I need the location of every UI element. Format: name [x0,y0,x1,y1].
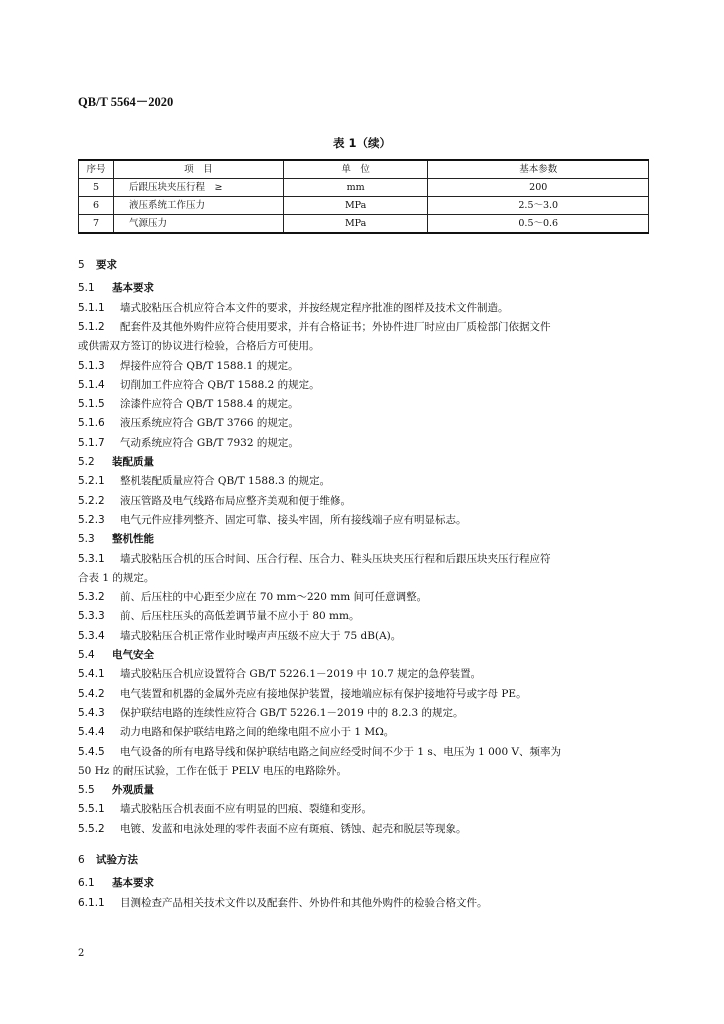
table-cell: 后跟压块夹压行程 ≥ [113,179,283,197]
clause-text: 配套件及其他外购件应符合使用要求，并有合格证书；外协件进厂时应由厂质检部门依据文件 [120,320,551,333]
clause-text: 前、后压柱的中心距至少应在 70 mm～220 mm 间可任意调整。 [120,591,428,604]
section-heading [78,853,138,867]
clause-number: 6 [78,854,85,866]
column-header: 基本参数 [428,160,649,179]
subsection-heading [78,532,154,546]
clause-number: 5.4.3 [78,706,105,719]
clause-number: 5.5.2 [78,822,105,835]
clause-number: 5.1.1 [78,301,105,314]
standard-id: QB/T 5564－2020 [78,95,174,109]
column-header: 单 位 [283,160,428,179]
parameters-table [78,159,649,234]
clause [78,802,372,816]
clause [78,552,551,566]
clause [78,687,527,701]
subsection-heading [78,648,154,662]
clause-number: 5.1.6 [78,417,105,430]
clause-text: 焊接件应符合 QB/T 1588.1 的规定。 [120,359,299,372]
clause-text: 液压管路及电气线路布局应整齐美观和便于维修。 [120,494,351,507]
clause [78,745,561,759]
table-cell: mm [283,179,428,197]
clause [78,513,467,527]
clause-text: 合表 1 的规定。 [78,571,155,584]
clause [78,494,351,508]
clause [78,359,299,373]
clause-number: 5.4.4 [78,726,105,739]
clause-number: 5.4.2 [78,687,105,700]
clause-number: 5.1 [78,282,95,295]
table-caption: 表 1（续） [332,136,391,150]
clause-text: 涂漆件应符合 QB/T 1588.4 的规定。 [120,398,299,411]
table-cell: 0.5～0.6 [428,215,649,234]
clause-text: 墙式胶粘压合机应设置符合 GB/T 5226.1－2019 中 10.7 规定的急停装置。 [120,668,482,681]
clause-text: 墙式胶粘压合机正常作业时噪声声压级不应大于 75 dB(A)。 [120,629,402,642]
clause-continuation [78,339,320,353]
clause [78,474,330,488]
column-header: 项 目 [113,160,283,179]
clause [78,667,481,681]
clause-text: 电镀、发蓝和电泳处理的零件表面不应有斑痕、锈蚀、起壳和脱层等现象。 [120,822,467,835]
table-cell: 气源压力 [113,215,283,234]
clause-text: 或供需双方签订的协议进行检验，合格后方可使用。 [78,340,320,353]
clause-text: 保护联结电路的连续性应符合 GB/T 5226.1－2019 中的 8.2.3 的规定。 [120,706,464,719]
clause-number: 5.3.2 [78,591,105,604]
clause-text: 试验方法 [96,854,138,866]
clause [78,590,427,604]
clause-text: 50 Hz 的耐压试验，工作在低于 PELV 电压的电路除外。 [78,764,347,777]
clause [78,706,464,720]
clause-text: 切削加工件应符合 QB/T 1588.2 的规定。 [120,378,320,391]
clause [78,301,509,315]
page-number: 2 [78,948,85,959]
table-cell: 200 [428,179,649,197]
clause-number: 5.2 [78,456,95,468]
clause-text: 动力电路和保护联结电路之间的绝缘电阻不应小于 1 MΩ。 [120,726,395,739]
clause-number: 5.1.7 [78,436,105,449]
clause [78,725,394,739]
clause-continuation [78,571,154,585]
clause [78,609,359,623]
clause-number: 5.5 [78,784,95,797]
clause [78,320,551,334]
table-row [79,197,649,215]
clause-text: 整机性能 [112,533,154,546]
clause-text: 电气安全 [112,649,154,661]
clause-number: 5.2.3 [78,513,105,526]
table-row [79,215,649,234]
table-cell: 6 [79,197,114,215]
subsection-heading [78,783,154,797]
clause-text: 电气元件应排列整齐、固定可靠、接头牢固，所有接线端子应有明显标志。 [120,513,467,526]
clause-number: 5.2.1 [78,475,105,488]
clause-number: 5 [78,259,85,271]
clause-number: 5.1.2 [78,320,105,333]
clause-text: 要求 [96,259,117,271]
subsection-heading [78,455,154,469]
clause-text: 外观质量 [112,784,154,797]
clause-text: 墙式胶粘压合机的压合时间、压合行程、压合力、鞋头压块夹压行程和后跟压块夹压行程应符 [120,552,551,565]
table-row [79,179,649,197]
clause-number: 5.4 [78,649,95,661]
table-cell: 2.5～3.0 [428,197,649,215]
clause-number: 5.3.3 [78,610,105,623]
subsection-heading [78,281,154,295]
column-header: 序号 [79,160,114,179]
clause-text: 目测检查产品相关技术文件以及配套件、外协件和其他外购件的检验合格文件。 [120,896,488,909]
clause-number: 5.1.5 [78,398,105,411]
table-cell: MPa [283,197,428,215]
table-cell: 7 [79,215,114,234]
clause-text: 基本要求 [112,282,154,295]
clause [78,896,488,910]
table-cell: 液压系统工作压力 [113,197,283,215]
clause-text: 电气设备的所有电路导线和保护联结电路之间应经受时间不少于 1 s、电压为 1 000 V、频率为 [120,745,562,758]
clause-number: 5.3.4 [78,629,105,642]
clause-text: 电气装置和机器的金属外壳应有接地保护装置，接地端应标有保护接地符号或字母 PE。 [120,687,527,700]
clause-text: 基本要求 [112,877,154,890]
table-cell: 5 [79,179,114,197]
clause [78,397,299,411]
clause-number: 5.3.1 [78,552,105,565]
clause [78,416,299,430]
clause-number: 6.1 [78,877,95,890]
table-cell: MPa [283,215,428,234]
clause-number: 5.2.2 [78,494,105,507]
clause-number: 5.4.5 [78,745,105,758]
clause-number: 5.1.3 [78,359,105,372]
clause-continuation [78,764,347,778]
section-heading [78,258,117,272]
clause-text: 前、后压柱压头的高低差调节量不应小于 80 mm。 [120,610,360,623]
table-header-row [79,160,649,179]
clause [78,436,299,450]
subsection-heading [78,876,154,890]
clause-number: 5.1.4 [78,378,105,391]
clause-number: 5.4.1 [78,668,105,681]
clause-text: 气动系统应符合 GB/T 7932 的规定。 [120,436,299,449]
clause-text: 整机装配质量应符合 QB/T 1588.3 的规定。 [120,475,331,488]
clause [78,822,467,836]
clause-text: 墙式胶粘压合机应符合本文件的要求，并按经规定程序批准的图样及技术文件制造。 [120,301,509,314]
clause [78,629,401,643]
clause-text: 墙式胶粘压合机表面不应有明显的凹痕、裂缝和变形。 [120,803,372,816]
clause-text: 液压系统应符合 GB/T 3766 的规定。 [120,417,299,430]
clause [78,378,320,392]
clause-text: 装配质量 [112,456,154,468]
clause-number: 5.3 [78,533,95,546]
clause-number: 6.1.1 [78,896,105,909]
clause-number: 5.5.1 [78,803,105,816]
